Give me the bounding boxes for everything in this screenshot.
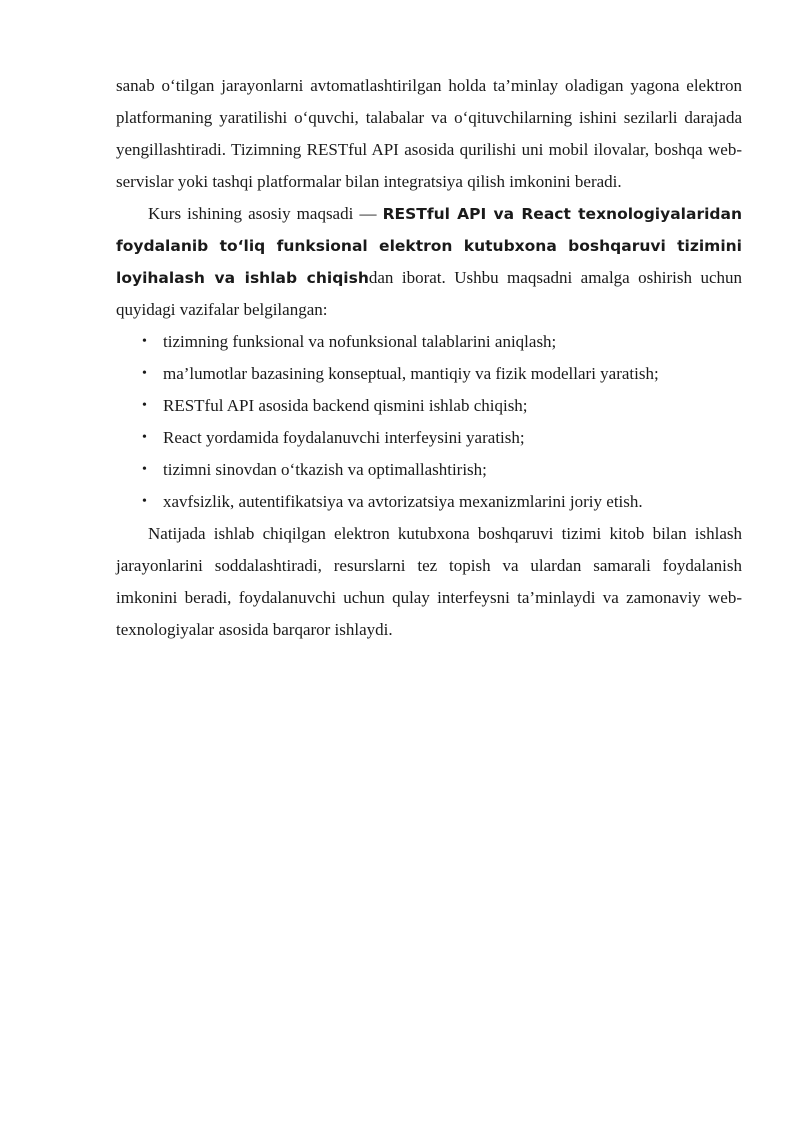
list-item <box>116 454 742 486</box>
list-item <box>116 358 742 390</box>
bullet-icon: • <box>142 430 147 445</box>
list-item-text: tizimni sinovdan o‘tkazish va optimallashtirish; <box>163 460 487 479</box>
goal-bold-text: RESTful API va React texnologiyalaridan foydalanib to‘liq funksional elektron kutubxona boshqaruvi tizimini loyihalash va ishlab chiqish <box>116 205 742 287</box>
list-item <box>116 390 742 422</box>
bullet-icon: • <box>142 494 147 509</box>
bullet-icon: • <box>142 334 147 349</box>
list-item-text: xavfsizlik, autentifikatsiya va avtorizatsiya mexanizmlarini joriy etish. <box>163 492 643 511</box>
bullet-icon: • <box>142 366 147 381</box>
list-item-text: tizimning funksional va nofunksional talablarini aniqlash; <box>163 332 557 351</box>
list-item-text: RESTful API asosida backend qismini ishlab chiqish; <box>163 396 528 415</box>
goal-intro-text: Kurs ishining asosiy maqsadi — <box>148 204 383 223</box>
paragraph-continuation: sanab o‘tilgan jarayonlarni avtomatlashtirilgan holda ta’minlay oladigan yagona elektron platformaning yaratilishi o‘quvchi, talabalar va o‘qituvchilarning ishini sezilarli darajada yengillashtiradi. Tizimning RESTful API asosida qurilishi uni mobil ilovalar, boshqa web-servislar yoki tashqi platformalar bilan integratsiya qilish imkonini beradi. <box>116 76 742 191</box>
task-list <box>116 326 742 518</box>
list-item-text: ma’lumotlar bazasining konseptual, mantiqiy va fizik modellari yaratish; <box>163 364 659 383</box>
list-item <box>116 422 742 454</box>
document-page <box>116 70 742 646</box>
goal-rest-text: dan iborat. Ushbu maqsadni amalga oshirish uchun quyidagi vazifalar belgilangan: <box>116 268 742 319</box>
bullet-icon: • <box>142 398 147 413</box>
paragraph-conclusion: Natijada ishlab chiqilgan elektron kutubxona boshqaruvi tizimi kitob bilan ishlash jarayonlarini soddalashtiradi, resurslarni tez topish va ulardan samarali foydalanish imkonini beradi, foydalanuvchi uchun qulay interfeysni ta’minlaydi va zamonaviy web-texnologiyalar asosida barqaror ishlaydi. <box>116 524 742 639</box>
bullet-icon: • <box>142 462 147 477</box>
paragraph-goal <box>116 198 742 326</box>
list-item-text: React yordamida foydalanuvchi interfeysini yaratish; <box>163 428 525 447</box>
list-item <box>116 326 742 358</box>
list-item <box>116 486 742 518</box>
